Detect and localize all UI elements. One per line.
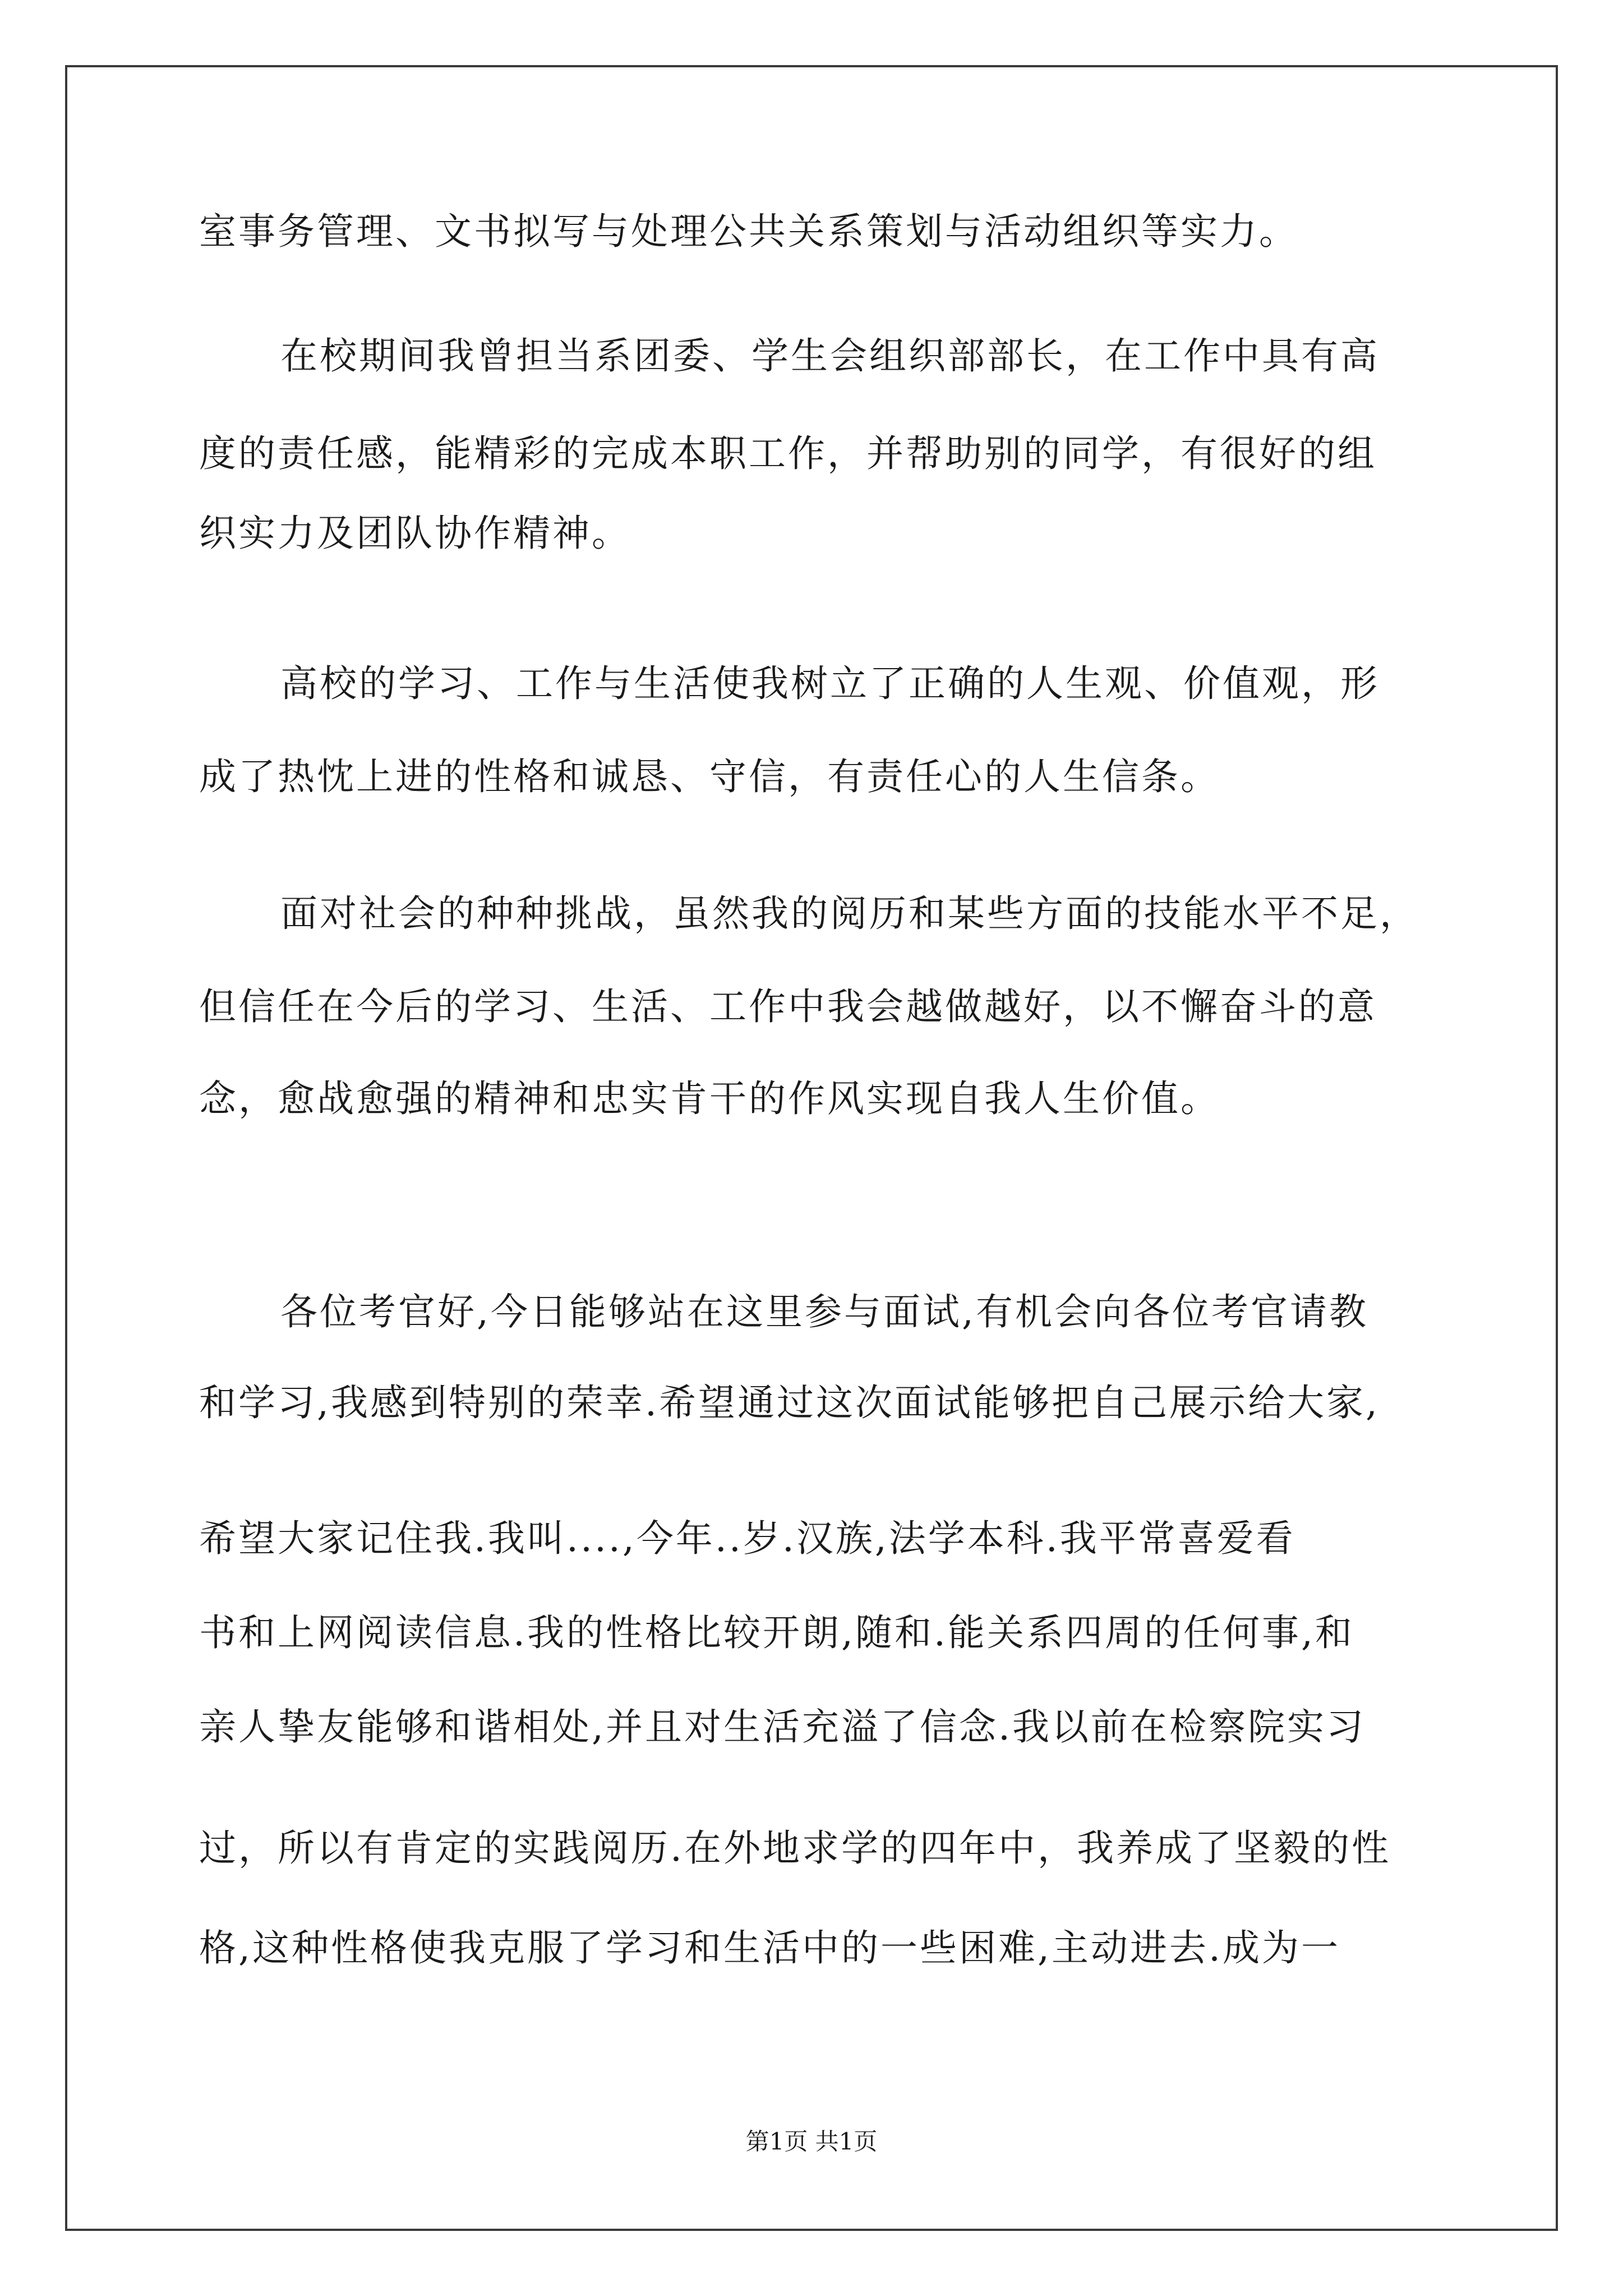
page-footer: 第1页 共1页 (745, 2128, 878, 2155)
text-line: 室事务管理、文书拟写与处理公共关系策划与活动组织等实力。 (199, 210, 1298, 253)
text-line: 但信任在今后的学习、生活、工作中我会越做越好，以不懈奋斗的意 (199, 985, 1377, 1028)
text-line: 过，所以有肯定的实践阅历.在外地求学的四年中，我养成了坚毅的性 (199, 1826, 1391, 1870)
text-line: 度的责任感，能精彩的完成本职工作，并帮助别的同学，有很好的组 (199, 432, 1377, 475)
text-line: 面对社会的种种挑战，虽然我的阅历和某些方面的技能水平不足， (280, 892, 1419, 935)
text-line: 书和上网阅读信息.我的性格比较开朗,随和.能关系四周的任何事,和 (199, 1611, 1354, 1654)
text-line: 各位考官好,今日能够站在这里参与面试,有机会向各位考官请教 (280, 1290, 1368, 1333)
text-line: 亲人挚友能够和谐相处,并且对生活充溢了信念.我以前在检察院实习 (199, 1705, 1366, 1749)
text-line: 在校期间我曾担当系团委、学生会组织部部长，在工作中具有高 (280, 334, 1380, 378)
text-line: 格,这种性格使我克服了学习和生活中的一些困难,主动进去.成为一 (199, 1926, 1340, 1970)
page-border (65, 65, 1558, 2231)
text-line: 和学习,我感到特别的荣幸.希望通过这次面试能够把自己展示给大家, (199, 1381, 1380, 1424)
text-line: 织实力及团队协作精神。 (199, 512, 631, 555)
text-line: 高校的学习、工作与生活使我树立了正确的人生观、价值观，形 (280, 662, 1380, 705)
text-line: 成了热忱上进的性格和诚恳、守信，有责任心的人生信条。 (199, 755, 1220, 798)
text-line: 希望大家记住我.我叫....,今年..岁.汉族,法学本科.我平常喜爱看 (199, 1517, 1295, 1560)
text-line: 念，愈战愈强的精神和忠实肯干的作风实现自我人生价值。 (199, 1077, 1220, 1120)
